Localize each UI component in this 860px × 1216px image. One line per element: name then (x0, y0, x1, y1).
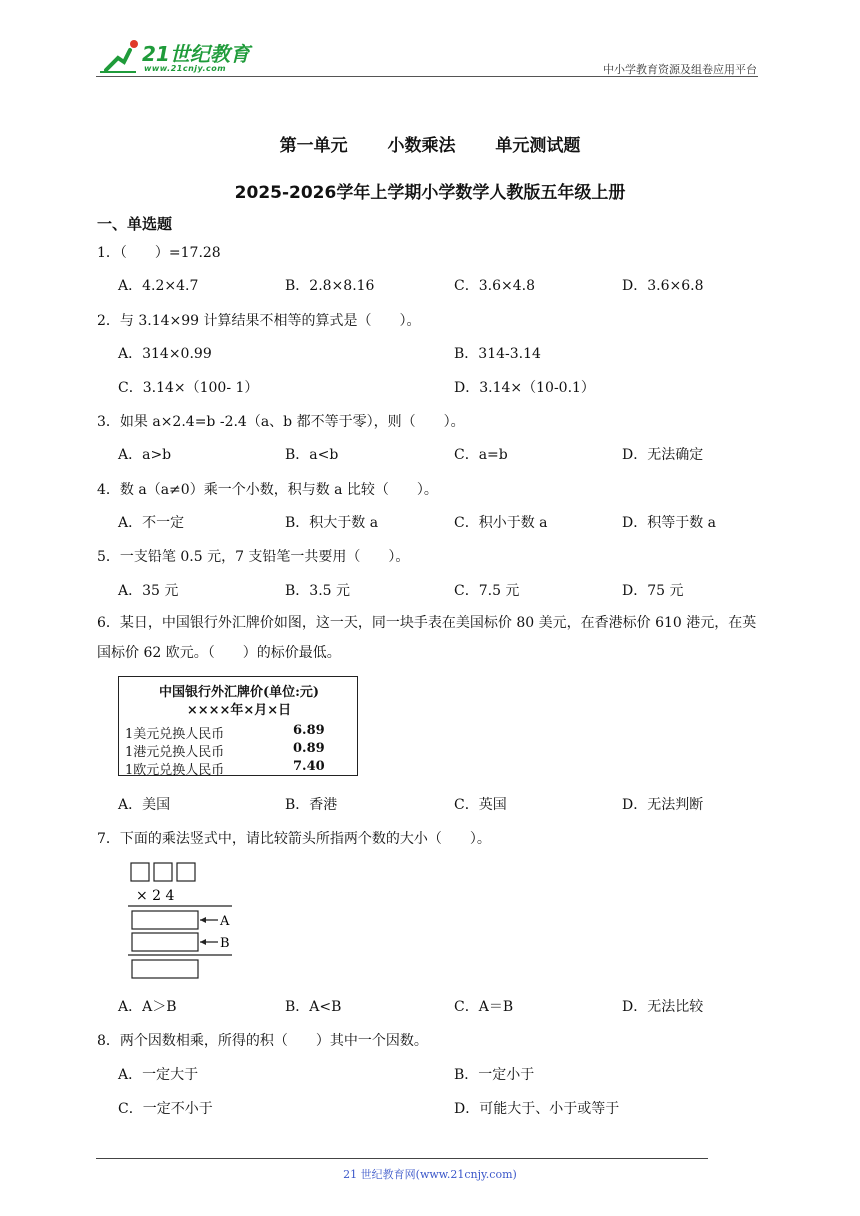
footer-link[interactable]: 21 世纪教育网(www.21cnjy.com) (343, 1168, 517, 1181)
option[interactable]: B．A<B (285, 999, 342, 1015)
table-row (125, 759, 345, 778)
table-row (125, 723, 345, 742)
option[interactable]: B．香港 (285, 797, 338, 813)
question-stem: 3．如果 a×2.4=b -2.4（a、b 都不等于零），则（ ）。 (97, 414, 465, 430)
multiplier-text: × 2 4 (136, 888, 175, 904)
option[interactable]: B．积大于数 a (285, 515, 379, 531)
label-a: A (220, 914, 230, 929)
option[interactable]: D．无法判断 (622, 797, 704, 813)
option[interactable]: A．A＞B (118, 999, 177, 1015)
footer-divider (96, 1158, 708, 1159)
row-label: 1美元兑换人民币 (125, 727, 225, 742)
header-divider (96, 76, 758, 77)
option[interactable]: B．一定小于 (454, 1067, 535, 1083)
option[interactable]: C．积小于数 a (454, 515, 548, 531)
option[interactable]: A．314×0.99 (118, 346, 212, 362)
table-row (125, 741, 345, 760)
logo-text: 21世纪教育 (142, 42, 250, 66)
logo-url: www.21cnjy.com (144, 64, 227, 73)
option[interactable]: D．3.6×6.8 (622, 278, 704, 294)
option[interactable]: B．314-3.14 (454, 346, 541, 362)
question-stem: 2．与 3.14×99 计算结果不相等的算式是（ ）。 (97, 313, 421, 329)
option[interactable]: D．积等于数 a (622, 515, 717, 531)
table-title: 中国银行外汇牌价(单位:元) (158, 685, 320, 700)
section-heading: 一、单选题 (97, 215, 173, 233)
question-stem: 7．下面的乘法竖式中，请比较箭头所指两个数的大小（ ）。 (97, 831, 491, 847)
option[interactable]: C．3.6×4.8 (454, 278, 535, 294)
option[interactable]: D．无法比较 (622, 999, 704, 1015)
option[interactable]: C．英国 (454, 797, 507, 813)
row-rate: 0.89 (293, 741, 325, 756)
question-stem: 1．（ ）=17.28 (97, 245, 221, 261)
option[interactable]: C．一定不小于 (118, 1101, 213, 1117)
title-part: 单元测试题 (495, 136, 581, 156)
option[interactable]: C．3.14×（100- 1） (118, 380, 259, 396)
question-stem: 8．两个因数相乘，所得的积（ ）其中一个因数。 (97, 1033, 428, 1049)
question-stem: 6．某日，中国银行外汇牌价如图，这一天，同一块手表在美国标价 80 美元，在香港标价 610 港元，在英国标价 62 欧元。（ ）的标价最低。 (97, 615, 757, 661)
exchange-rate-table (118, 676, 358, 776)
page-title (0, 131, 860, 156)
option[interactable]: B．3.5 元 (285, 583, 351, 599)
table-date: ××××年×月×日 (186, 703, 292, 718)
option[interactable]: A．4.2×4.7 (118, 278, 199, 294)
platform-label: 中小学教育资源及组卷应用平台 (603, 63, 757, 76)
option[interactable]: B．a<b (285, 447, 339, 463)
option[interactable]: C．A＝B (454, 999, 514, 1015)
option[interactable]: C．7.5 元 (454, 583, 520, 599)
title-part: 第一单元 (279, 136, 348, 156)
option[interactable]: D．75 元 (622, 583, 684, 599)
option[interactable]: A．美国 (118, 797, 171, 813)
row-rate: 7.40 (293, 759, 325, 774)
label-b: B (220, 936, 230, 951)
option[interactable]: D．可能大于、小于或等于 (454, 1101, 620, 1117)
option[interactable]: D．无法确定 (622, 447, 704, 463)
row-label: 1港元兑换人民币 (125, 745, 225, 760)
title-part: 小数乘法 (387, 136, 456, 156)
question-stem: 4．数 a（a≠0）乘一个小数，积与数 a 比较（ ）。 (97, 482, 438, 498)
option[interactable]: C．a=b (454, 447, 508, 463)
option[interactable]: A．35 元 (118, 583, 179, 599)
page-subtitle: 2025-2026学年上学期小学数学人教版五年级上册 (234, 183, 626, 203)
row-rate: 6.89 (293, 723, 325, 738)
option[interactable]: B．2.8×8.16 (285, 278, 375, 294)
question-stem: 5．一支铅笔 0.5 元，7 支铅笔一共要用（ ）。 (97, 549, 410, 565)
option[interactable]: A．a>b (118, 447, 172, 463)
vertical-multiplication-diagram (124, 860, 244, 982)
row-label: 1欧元兑换人民币 (125, 763, 225, 778)
option[interactable]: A．不一定 (118, 515, 185, 531)
option[interactable]: D．3.14×（10-0.1） (454, 380, 595, 396)
option[interactable]: A．一定大于 (118, 1067, 199, 1083)
